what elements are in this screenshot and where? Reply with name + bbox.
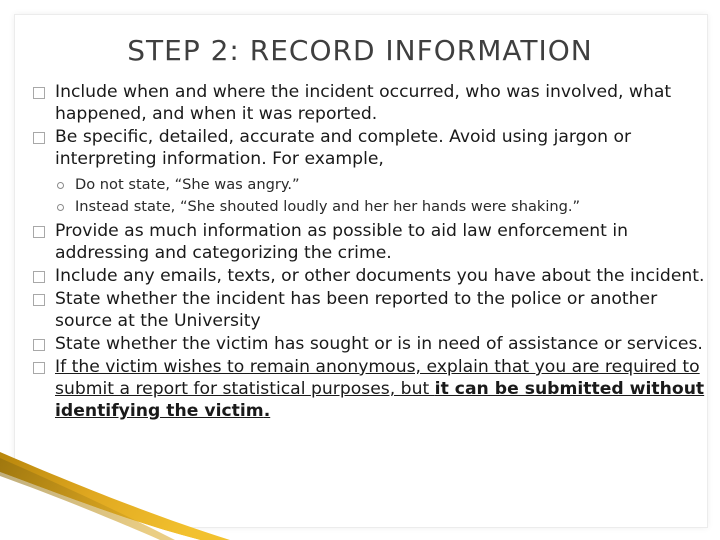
bullet-item xyxy=(33,81,705,125)
slide-title: STEP 2: RECORD INFORMATION xyxy=(127,34,593,67)
bullet-item-anonymous xyxy=(33,356,705,422)
checkbox-bullet-icon xyxy=(33,294,45,306)
bullet-text-underlined: If the victim wishes to remain anonymous, explain that you are required to submit a report for statistical purposes, but xyxy=(55,357,700,399)
bullet-text: State whether the victim has sought or is in need of assistance or services. xyxy=(55,334,703,354)
bullet-text: Include any emails, texts, or other documents you have about the incident. xyxy=(55,266,705,286)
checkbox-bullet-icon xyxy=(33,339,45,351)
sub-bullet-item xyxy=(33,196,705,218)
bullet-item xyxy=(33,220,705,264)
bullet-text: Be specific, detailed, accurate and complete. Avoid using jargon or interpreting information. For example, xyxy=(55,127,632,169)
checkbox-bullet-icon xyxy=(33,362,45,374)
circle-bullet-icon xyxy=(57,204,64,211)
circle-bullet-icon xyxy=(57,182,64,189)
bullet-text-bold-underlined: it can be submitted without identifying the victim xyxy=(55,379,705,421)
bullet-text: State whether the incident has been reported to the police or another source at the University xyxy=(55,289,658,331)
bullet-item xyxy=(33,265,705,287)
bullet-text: Provide as much information as possible to aid law enforcement in addressing and categorizing the crime. xyxy=(55,221,629,263)
sub-bullet-list xyxy=(33,174,705,218)
bullet-text: Include when and where the incident occurred, who was involved, what happened, and when it was reported. xyxy=(55,82,672,124)
checkbox-bullet-icon xyxy=(33,132,45,144)
sub-bullet-text: Do not state, “She was angry.” xyxy=(75,176,300,193)
bullet-item xyxy=(33,126,705,170)
checkbox-bullet-icon xyxy=(33,87,45,99)
sub-bullet-item xyxy=(33,174,705,196)
checkbox-bullet-icon xyxy=(33,271,45,283)
bullet-item xyxy=(33,333,705,355)
sub-bullet-text: Instead state, “She shouted loudly and her her hands were shaking.” xyxy=(75,198,581,215)
checkbox-bullet-icon xyxy=(33,226,45,238)
bullet-text-period: . xyxy=(263,401,271,421)
bullet-item xyxy=(33,288,705,332)
decorative-swoosh xyxy=(0,450,260,540)
bullet-list xyxy=(33,81,705,423)
